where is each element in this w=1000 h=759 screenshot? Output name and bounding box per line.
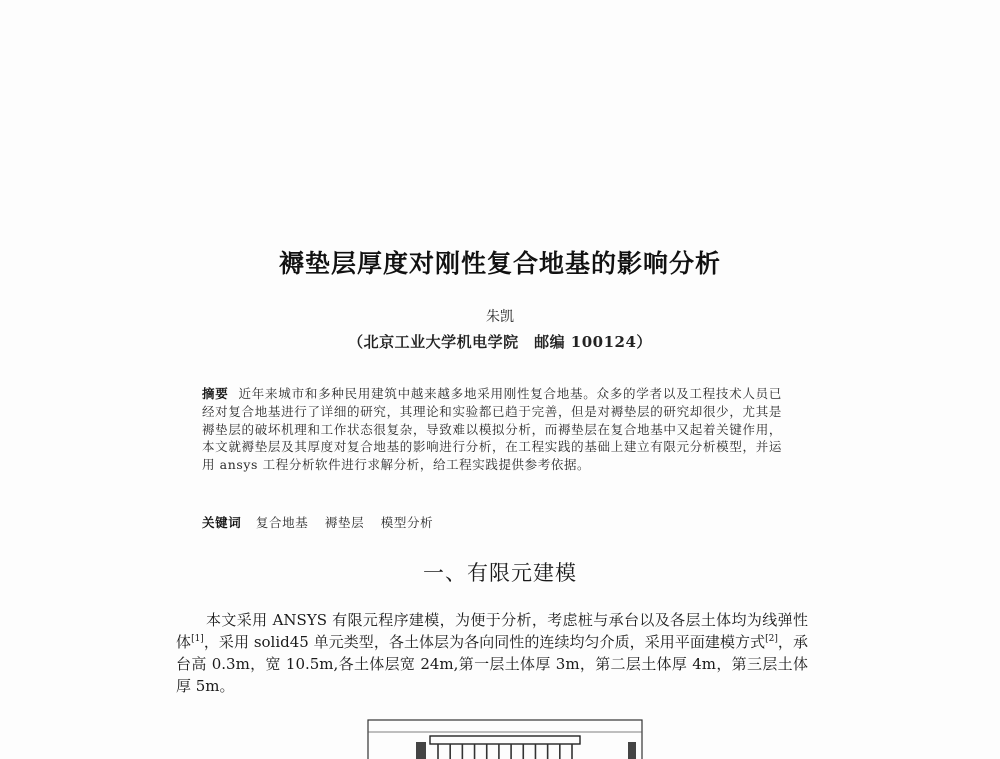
body-text-part: 本文采用 ANSYS 有限元程序建模，为便于分析，考虑桩与承台以及各层土体均为线弹性体 [176, 611, 808, 651]
citation-ref: [1] [191, 634, 204, 644]
author-name: 朱凯 [486, 309, 514, 325]
finite-element-model-figure [360, 712, 650, 759]
keyword-item: 复合地基 [255, 515, 309, 530]
soil-boundary [368, 720, 642, 759]
author-affiliation: （北京工业大学机电学院 邮编 100124） [348, 333, 652, 351]
citation-ref: [2] [765, 634, 778, 644]
keywords-label: 关键词 [202, 515, 242, 530]
pile-group [438, 744, 572, 759]
keyword-item: 褥垫层 [324, 515, 365, 530]
body-text-part: ，承台高 0.3m，宽 10.5m,各土体层宽 24m,第一层土体厚 3m，第二层土体厚 4m，第三层土体厚 5m。 [176, 633, 808, 695]
edge-block-left [416, 742, 426, 759]
edge-block-right [628, 742, 636, 759]
keyword-item: 模型分析 [380, 515, 434, 530]
body-text-part: ，采用 solid45 单元类型，各土体层为各向同性的连续均匀介质，采用平面建模方式 [203, 633, 766, 651]
pile-cap [430, 736, 580, 744]
paper-title: 褥垫层厚度对刚性复合地基的影响分析 [278, 249, 721, 278]
abstract-block [202, 385, 782, 474]
keywords-line [202, 513, 445, 531]
abstract-text: 近年来城市和多种民用建筑中越来越多地采用刚性复合地基。众多的学者以及工程技术人员已经对复合地基进行了详细的研究，其理论和实验都已趋于完善，但是对褥垫层的研究却很少，尤其是褥垫层的破坏机理和工作状态很复杂，导致难以模拟分析，而褥垫层在复合地基中又起着关键作用，本文就褥垫层及其厚度对复合地基的影响进行分析，在工程实践的基础上建立有限元分析模型，并运用 ansys 工程分析软件进行求解分析，给工程实践提供参考依据。 [202, 386, 783, 473]
abstract-label: 摘要 [202, 386, 229, 401]
body-paragraph [176, 609, 808, 697]
section-heading: 一、有限元建模 [423, 561, 577, 585]
